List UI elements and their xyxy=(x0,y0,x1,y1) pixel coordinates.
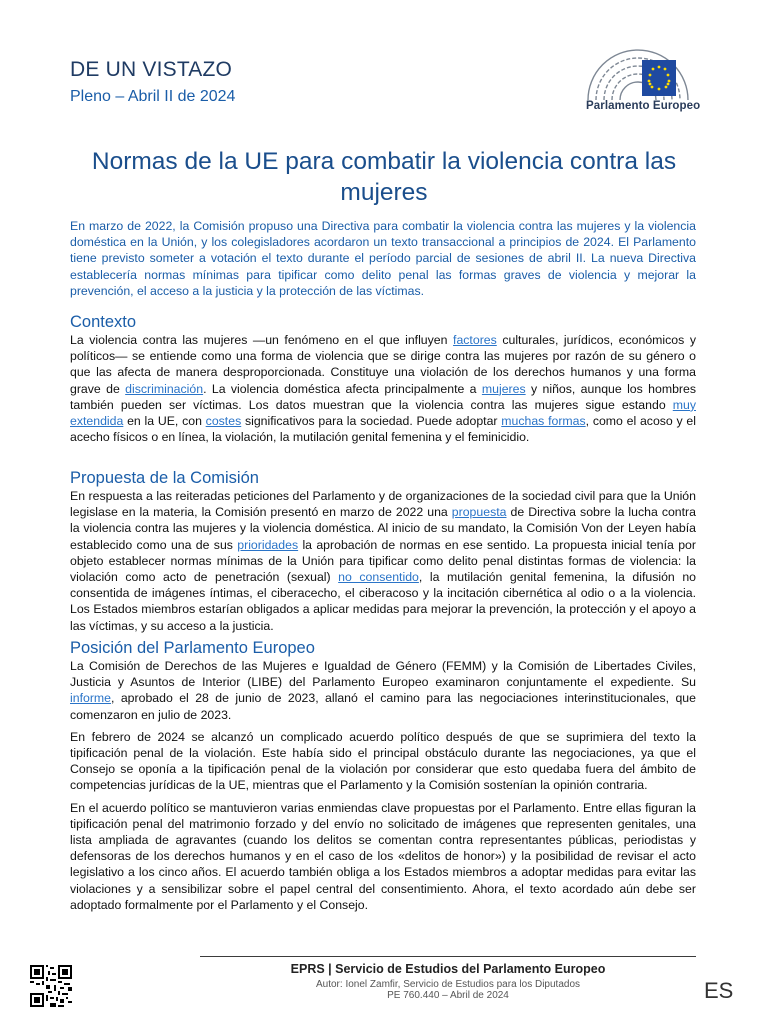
qr-code[interactable] xyxy=(30,965,72,1007)
paragraph: La violencia contra las mujeres —un fenómeno en el que influyen factores culturales, jurídicos, económicos y políticos— se entiende como una forma de violencia que se dirige contra las mujeres por razón de su género o que las afecta de manera desproporcionada. Constituye una violación de los derechos humanos y una forma grave de discriminación. La violencia doméstica afecta principalmente a mujeres y niños, aunque los hombres también pueden ser víctimas. Los datos muestran que la violencia contra las mujeres sigue estando muy extendida en la UE, con costes significativos para la sociedad. Puede adoptar muchas formas, como el acoso y el acecho físicos o en línea, la violación, la mutilación genital femenina y el feminicidio. xyxy=(70,333,696,445)
paragraph: En el acuerdo político se mantuvieron varias enmiendas clave propuestas por el Parlamento. Entre ellas figuran la tipificación penal del matrimonio forzado y del envío no solicitado de imágenes que representen genitales, una lista ampliada de agravantes (cuando los delitos se comentan contra representantes públicas, periodistas y defensoras de los derechos humanos y en el caso de los «delitos de honor») y la posibilidad de revisar el acto legislativo a los cinco años. El acuerdo también obliga a los Estados miembros a adoptar medidas para evitar las violaciones y a sensibilizar sobre el papel central del consentimiento. Ahora, el texto acordado aún debe ser adoptado formalmente por el Parlamento y el Consejo. xyxy=(70,800,696,912)
section-posicion xyxy=(70,638,696,913)
section-heading: Posición del Parlamento Europeo xyxy=(70,639,315,657)
language-code: ES xyxy=(704,978,734,1003)
intro-paragraph: En marzo de 2022, la Comisión propuso una Directiva para combatir la violencia contra las mujeres y la violencia doméstica en la Unión, y los colegisladores acordaron un texto transaccional a principios de 2024. El Parlamento tiene previsto someter a votación el texto durante el período parcial de sesiones de abril II. La nueva Directiva establecería normas mínimas para tipificar como delito penal las formas graves de violencia y mejorar la prevención, el acceso a la justicia y la protección de las víctimas. xyxy=(70,219,696,298)
header xyxy=(70,58,235,106)
header-subtitle: Pleno – Abril II de 2024 xyxy=(70,88,236,105)
paragraph: La Comisión de Derechos de las Mujeres e Igualdad de Género (FEMM) y la Comisión de Libertades Civiles, Justicia y Asuntos de Interior (LIBE) del Parlamento Europeo examinaron conjuntamente el expediente. Su informe, aprobado el 28 de junio de 2023, allanó el camino para las negociaciones interinstitucionales, que comenzaron en julio de 2023. xyxy=(70,659,696,722)
header-kicker: DE UN VISTAZO xyxy=(70,58,233,81)
section-propuesta xyxy=(70,468,696,634)
inline-link[interactable]: muy extendida xyxy=(70,397,696,429)
inline-link[interactable]: prioridades xyxy=(237,537,299,552)
inline-link[interactable]: factores xyxy=(453,333,497,347)
section-heading: Contexto xyxy=(70,313,137,331)
footer-divider xyxy=(200,956,696,957)
inline-link[interactable]: discriminación xyxy=(125,381,204,396)
inline-link[interactable]: propuesta xyxy=(451,505,507,520)
inline-link[interactable]: informe xyxy=(70,691,112,706)
footer-reference: PE 760.440 – Abril de 2024 xyxy=(387,990,509,1001)
section-heading: Propuesta de la Comisión xyxy=(70,469,259,487)
inline-link[interactable]: no consentido xyxy=(338,570,419,585)
inline-link[interactable]: mujeres xyxy=(481,381,526,396)
footer xyxy=(200,962,696,1001)
paragraph: En respuesta a las reiteradas peticiones del Parlamento y de organizaciones de la sociedad civil para que la Unión legislase en la materia, la Comisión presentó en marzo de 2022 una propuesta de Directiva sobre la lucha contra la violencia contra las mujeres y la violencia doméstica. Al inicio de su mandato, la Comisión Von der Leyen había establecido como una de sus prioridades la aprobación de normas en ese sentido. La propuesta inicial tenía por objeto establecer normas mínimas de la Unión para tipificar como delito penal distintas formas de violencia: la violación como acto de penetración (sexual) no consentido, la mutilación genital femenina, la difusión no consentida de imágenes íntimas, el ciberacecho, el ciberacoso y la incitación cibernética al odio o a la violencia. Los Estados miembros estarían obligados a aplicar medidas para mejorar la prevención, la protección y el apoyo a las víctimas, y su acceso a la justicia. xyxy=(70,489,696,633)
eu-flag-icon xyxy=(642,60,676,96)
parliament-logo-text: Parlamento Europeo xyxy=(586,100,701,112)
footer-author: Autor: Ionel Zamfir, Servicio de Estudios para los Diputados xyxy=(315,979,581,990)
inline-link[interactable]: muchas formas xyxy=(501,414,586,429)
page-title: Normas de la UE para combatir la violencia contra las mujeres xyxy=(91,148,677,206)
footer-publisher: EPRS | Servicio de Estudios del Parlamento Europeo xyxy=(290,962,606,976)
paragraph: En febrero de 2024 se alcanzó un complicado acuerdo político después de que se suprimiera del texto la tipificación penal de la violación. Este había sido el principal obstáculo durante las negociaciones, ya que el Consejo se oponía a la tipificación penal de la violación por considerar que esto quedaba fuera del ámbito de competencias jurídicas de la UE, mientras que el Parlamento y la Comisión sostenían la opinión contraria. xyxy=(70,729,696,793)
section-contexto xyxy=(70,312,696,445)
inline-link[interactable]: costes xyxy=(205,414,242,429)
